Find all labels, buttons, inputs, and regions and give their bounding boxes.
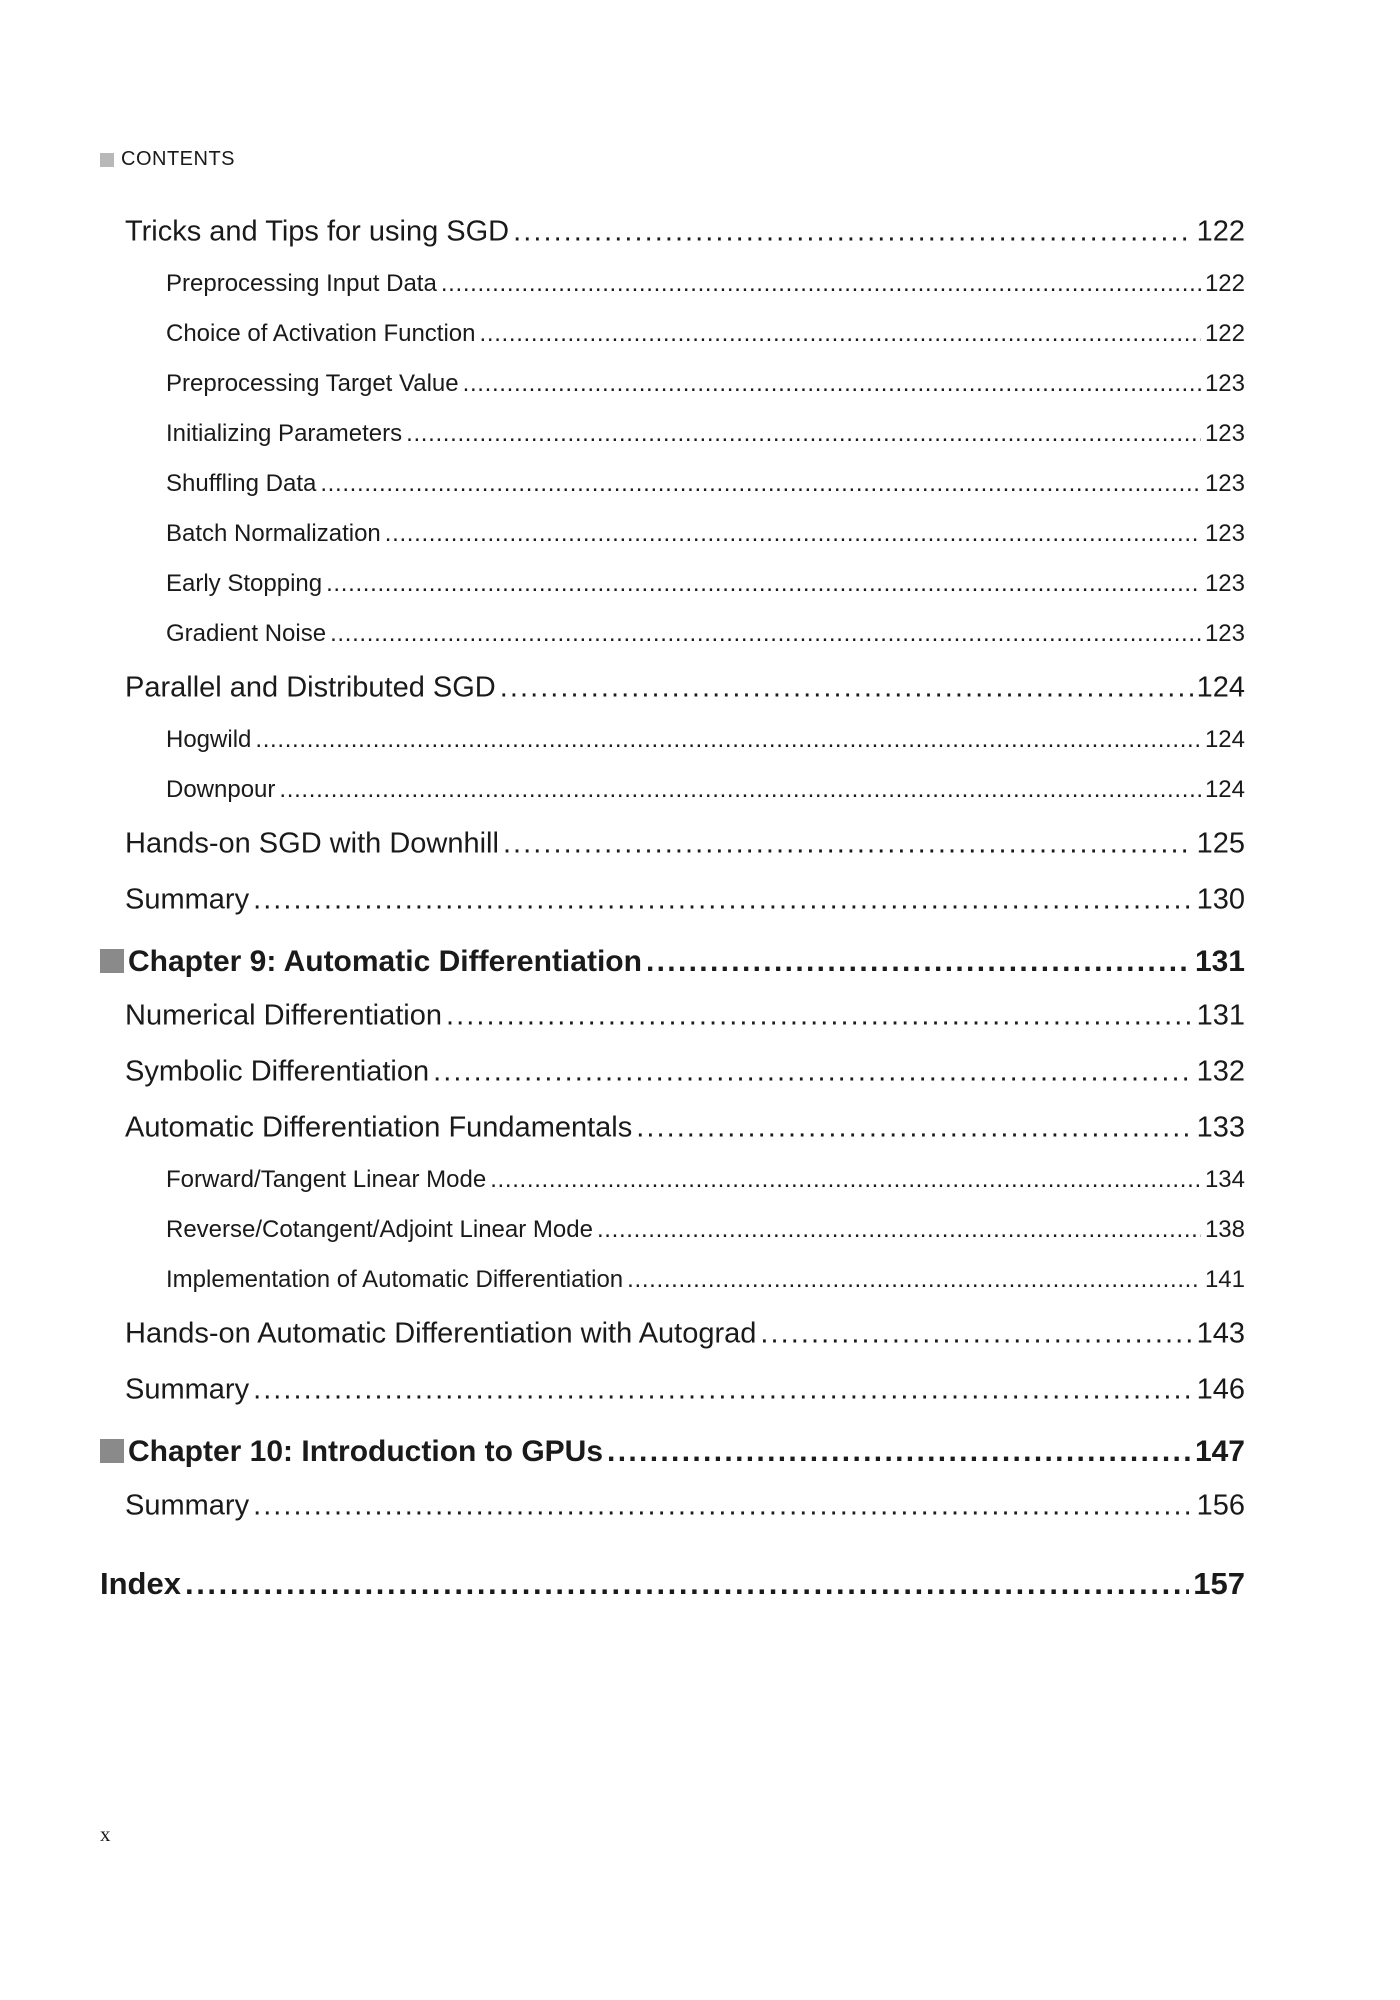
toc-entry[interactable]: [166, 320, 1245, 348]
toc-entry-title: Choice of Activation Function: [166, 320, 476, 347]
toc-entry[interactable]: [166, 470, 1245, 498]
chapter-marker-icon: [100, 1439, 124, 1463]
toc-entry-page: 147: [1194, 1435, 1245, 1468]
toc-entry-page: 130: [1196, 883, 1245, 916]
toc-entry-title: Early Stopping: [166, 570, 323, 597]
toc-entry[interactable]: [125, 1112, 1245, 1145]
toc-entry[interactable]: [166, 420, 1245, 448]
toc-entry-page: 123: [1204, 420, 1245, 447]
toc-entry-title: Reverse/Cotangent/Adjoint Linear Mode: [166, 1216, 593, 1243]
toc-entry-page: 132: [1196, 1055, 1245, 1088]
toc-entry-title: Automatic Differentiation Fundamentals: [125, 1111, 633, 1144]
dot-leader: [607, 1435, 1191, 1469]
toc-entry[interactable]: [166, 520, 1245, 548]
dot-leader: [255, 726, 1201, 754]
toc-entry[interactable]: [166, 570, 1245, 598]
toc-entry[interactable]: [166, 776, 1245, 804]
dot-leader: [627, 1266, 1201, 1294]
running-head-label: CONTENTS: [121, 148, 235, 170]
toc-entry-title: Hogwild: [166, 726, 252, 753]
toc-entry[interactable]: [166, 370, 1245, 398]
toc-entry-title: Forward/Tangent Linear Mode: [166, 1166, 487, 1193]
toc-entry-title: Summary: [125, 1373, 250, 1406]
chapter-title: Chapter 9: Automatic Differentiation: [128, 945, 642, 978]
toc-entry[interactable]: [166, 620, 1245, 648]
toc-entry[interactable]: [125, 1490, 1245, 1523]
toc-entry[interactable]: [166, 1266, 1245, 1294]
toc-entry-title: Parallel and Distributed SGD: [125, 671, 496, 704]
toc-entry-page: 124: [1196, 671, 1245, 704]
dot-leader: [513, 216, 1193, 249]
toc-entry[interactable]: [125, 1318, 1245, 1351]
toc-entry-page: 123: [1204, 370, 1245, 397]
toc-entry-title: Index: [100, 1566, 181, 1601]
dot-leader: [500, 672, 1193, 705]
dot-leader: [330, 620, 1201, 648]
dot-leader: [446, 1000, 1193, 1033]
dot-leader: [253, 1374, 1193, 1407]
toc-entry[interactable]: [166, 726, 1245, 754]
dot-leader: [480, 320, 1201, 348]
toc-entry-page: 123: [1204, 520, 1245, 547]
toc-entry-page: 133: [1196, 1111, 1245, 1144]
toc-entry-title: Preprocessing Input Data: [166, 270, 437, 297]
toc-entry-title: Hands-on SGD with Downhill: [125, 827, 499, 860]
dot-leader: [646, 945, 1191, 979]
dot-leader: [490, 1166, 1201, 1194]
toc-entry-page: 131: [1194, 945, 1245, 978]
toc-entry-page: 123: [1204, 470, 1245, 497]
dot-leader: [433, 1056, 1193, 1089]
toc-entry-title: Gradient Noise: [166, 620, 327, 647]
toc-entry-title: Preprocessing Target Value: [166, 370, 459, 397]
toc-entry-page: 123: [1204, 620, 1245, 647]
dot-leader: [597, 1216, 1201, 1244]
toc-entry-page: 156: [1196, 1489, 1245, 1522]
toc-entry-title: Summary: [125, 883, 250, 916]
page-number: x: [100, 1822, 111, 1846]
chapter-marker-icon: [100, 949, 124, 973]
toc-entry-title: Batch Normalization: [166, 520, 381, 547]
toc-entry-title: Numerical Differentiation: [125, 999, 442, 1032]
toc-entry[interactable]: [125, 672, 1245, 705]
dot-leader: [326, 570, 1201, 598]
dot-leader: [441, 270, 1201, 298]
toc-entry[interactable]: [166, 270, 1245, 298]
dot-leader: [279, 776, 1201, 804]
toc-entry[interactable]: [166, 1216, 1245, 1244]
dot-leader: [253, 884, 1193, 917]
chapter-title: Chapter 10: Introduction to GPUs: [128, 1435, 604, 1468]
toc-entry-title: Shuffling Data: [166, 470, 317, 497]
running-head: [100, 148, 235, 171]
dot-leader: [406, 420, 1201, 448]
toc-chapter-entry[interactable]: [100, 945, 1245, 979]
dot-leader: [385, 520, 1201, 548]
toc-entry[interactable]: [166, 1166, 1245, 1194]
toc-entry[interactable]: [125, 828, 1245, 861]
toc-entry-page: 124: [1204, 726, 1245, 753]
dot-leader: [636, 1112, 1192, 1145]
toc-entry-page: 125: [1196, 827, 1245, 860]
toc-chapter-entry[interactable]: [100, 1435, 1245, 1469]
toc-entry-page: 141: [1204, 1266, 1245, 1293]
toc-entry[interactable]: [125, 216, 1245, 249]
dot-leader: [253, 1490, 1193, 1523]
toc-entry-page: 143: [1196, 1317, 1245, 1350]
toc-entry-page: 122: [1204, 320, 1245, 347]
dot-leader: [185, 1566, 1189, 1602]
toc-entry-title: [100, 945, 642, 979]
toc-entry[interactable]: [125, 1056, 1245, 1089]
dot-leader: [503, 828, 1193, 861]
toc-entry-title: Summary: [125, 1489, 250, 1522]
toc-entry-page: 134: [1204, 1166, 1245, 1193]
toc-entry-page: 122: [1196, 215, 1245, 248]
toc-entry-page: 124: [1204, 776, 1245, 803]
dot-leader: [320, 470, 1201, 498]
toc-entry[interactable]: [125, 1374, 1245, 1407]
toc-entry-title: Downpour: [166, 776, 276, 803]
toc-index-entry[interactable]: [100, 1566, 1245, 1602]
toc-entry-title: Initializing Parameters: [166, 420, 403, 447]
toc-entry-page: 157: [1193, 1566, 1245, 1601]
toc-entry-page: 131: [1196, 999, 1245, 1032]
toc-entry-title: [100, 1435, 603, 1469]
dot-leader: [463, 370, 1201, 398]
toc-entry-title: Symbolic Differentiation: [125, 1055, 430, 1088]
toc-entry[interactable]: [125, 1000, 1245, 1033]
toc-entry-page: 122: [1204, 270, 1245, 297]
toc-entry[interactable]: [125, 884, 1245, 917]
dot-leader: [760, 1318, 1192, 1351]
toc-entry-title: Hands-on Automatic Differentiation with Autograd: [125, 1317, 757, 1350]
toc-entry-page: 146: [1196, 1373, 1245, 1406]
toc-entry-title: Implementation of Automatic Differentiation: [166, 1266, 624, 1293]
section-marker-icon: [100, 153, 114, 167]
toc-entry-page: 123: [1204, 570, 1245, 597]
toc-entry-page: 138: [1204, 1216, 1245, 1243]
toc-entry-title: Tricks and Tips for using SGD: [125, 215, 510, 248]
